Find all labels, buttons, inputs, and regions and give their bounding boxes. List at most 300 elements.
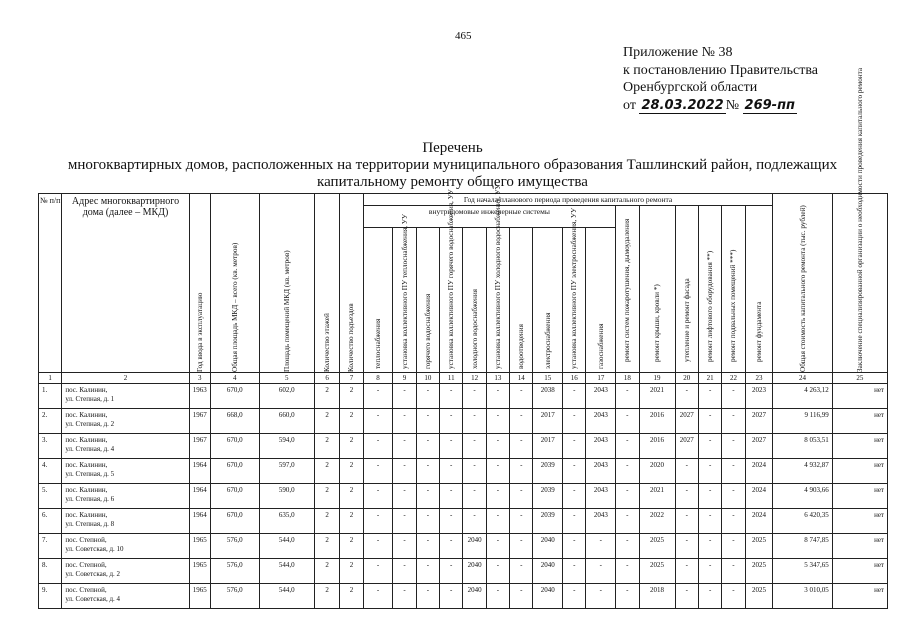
cell-c14: -: [510, 584, 533, 609]
header-entrances: Количество подъездов: [340, 194, 363, 373]
cell-c21: -: [698, 434, 721, 459]
address-cell: [62, 559, 189, 584]
cell-c13: -: [486, 484, 509, 509]
cell-cost: 8 747,85: [773, 534, 832, 559]
cell-c10: -: [416, 484, 439, 509]
page-number: 465: [455, 30, 472, 42]
cell-c12: -: [463, 434, 486, 459]
column-number: 16: [563, 373, 586, 384]
cell-c18: -: [616, 584, 639, 609]
cell-c23: 2025: [745, 584, 773, 609]
column-number: 9: [393, 373, 416, 384]
cell-concl: нет: [832, 484, 887, 509]
header-no: № п/п: [39, 194, 62, 373]
header-basement: ремонт подвальных помещений ***): [722, 206, 745, 373]
cell-c21: -: [698, 509, 721, 534]
appendix-line-1: Приложение № 38: [623, 45, 733, 60]
cell-cost: 9 116,99: [773, 409, 832, 434]
cell-c22: -: [722, 534, 745, 559]
header-facade: утепление и ремонт фасада: [675, 206, 698, 373]
cell-entrances: 2: [340, 509, 363, 534]
address-line-1: пос. Калинин,: [65, 461, 108, 469]
column-number: 3: [189, 373, 210, 384]
table-row: [39, 409, 888, 434]
cell-floors: 2: [314, 384, 339, 409]
cell-c18: -: [616, 509, 639, 534]
cell-c18: -: [616, 559, 639, 584]
cell-c10: -: [416, 584, 439, 609]
cell-c20: 2027: [675, 434, 698, 459]
address-line-2: ул. Степная, д. 1: [65, 395, 115, 403]
cell-concl: нет: [832, 559, 887, 584]
column-number: 2: [62, 373, 189, 384]
cell-entrances: 2: [340, 559, 363, 584]
cell-total: 670,0: [210, 459, 259, 484]
column-number: 21: [698, 373, 721, 384]
cell-c16: -: [563, 534, 586, 559]
cell-total: 668,0: [210, 409, 259, 434]
column-number: 18: [616, 373, 639, 384]
cell-c17: -: [586, 534, 616, 559]
cell-floors: 2: [314, 584, 339, 609]
header-heat-meter: установка коллективного ПУ теплоснабжения, УУ: [393, 228, 416, 373]
cell-c20: 2027: [675, 409, 698, 434]
cell-cost: 3 010,05: [773, 584, 832, 609]
cell-c13: -: [486, 509, 509, 534]
header-premises-area: Площадь помещений МКД (кв. метров): [259, 194, 314, 373]
cell-c17: 2043: [586, 484, 616, 509]
header-conclusion: Заключение специализированной организации о необходимости проведения капитального ремонта: [832, 194, 887, 373]
address-cell: [62, 434, 189, 459]
cell-year: 1967: [189, 409, 210, 434]
cell-premises: 602,0: [259, 384, 314, 409]
cell-year: 1967: [189, 434, 210, 459]
table-row: [39, 384, 888, 409]
cell-c20: -: [675, 484, 698, 509]
header-total-area: Общая площадь МКД – всего (кв. метров): [210, 194, 259, 373]
table-row: [39, 509, 888, 534]
address-line-2: ул. Степная, д. 4: [65, 445, 115, 453]
header-foundation: ремонт фундамента: [745, 206, 773, 373]
cell-floors: 2: [314, 459, 339, 484]
cell-c11: -: [440, 534, 463, 559]
cell-concl: нет: [832, 459, 887, 484]
cell-premises: 544,0: [259, 534, 314, 559]
cell-floors: 2: [314, 434, 339, 459]
cell-c20: -: [675, 559, 698, 584]
address-line-1: пос. Калинин,: [65, 411, 108, 419]
column-number: 24: [773, 373, 832, 384]
cell-no: 4.: [39, 459, 62, 484]
address-line-1: пос. Калинин,: [65, 436, 108, 444]
cell-c23: 2024: [745, 459, 773, 484]
cell-c13: -: [486, 584, 509, 609]
cell-c22: -: [722, 584, 745, 609]
table-row: [39, 459, 888, 484]
cell-c8: -: [363, 434, 393, 459]
cell-c20: -: [675, 534, 698, 559]
title-line-1: Перечень: [422, 140, 483, 156]
header-electricity: электроснабжения: [533, 228, 563, 373]
cell-c12: -: [463, 459, 486, 484]
cell-c22: -: [722, 509, 745, 534]
header-cold-water: холодного водоснабжения: [463, 228, 486, 373]
cell-c8: -: [363, 484, 393, 509]
cell-c21: -: [698, 384, 721, 409]
cell-c17: 2043: [586, 434, 616, 459]
column-number: 5: [259, 373, 314, 384]
cell-no: 7.: [39, 534, 62, 559]
cell-c15: 2039: [533, 459, 563, 484]
cell-c13: -: [486, 534, 509, 559]
address-line-1: пос. Калинин,: [65, 511, 108, 519]
cell-c23: 2024: [745, 484, 773, 509]
cell-c22: -: [722, 384, 745, 409]
table-row: [39, 534, 888, 559]
cell-total: 576,0: [210, 584, 259, 609]
appendix-line-4: [623, 97, 818, 115]
header-address: Адрес многоквартирного дома (далее – МКД): [62, 194, 189, 373]
column-number: 17: [586, 373, 616, 384]
cell-year: 1963: [189, 384, 210, 409]
address-line-2: ул. Степная, д. 5: [65, 470, 115, 478]
header-sewerage: водоотведения: [510, 228, 533, 373]
cell-c16: -: [563, 434, 586, 459]
cell-c9: -: [393, 484, 416, 509]
cell-entrances: 2: [340, 409, 363, 434]
cell-concl: нет: [832, 584, 887, 609]
cell-c16: -: [563, 484, 586, 509]
cell-c9: -: [393, 584, 416, 609]
table-row: [39, 559, 888, 584]
cell-c8: -: [363, 409, 393, 434]
cell-year: 1964: [189, 509, 210, 534]
cell-c12: 2040: [463, 584, 486, 609]
cell-no: 8.: [39, 559, 62, 584]
column-number: 13: [486, 373, 509, 384]
cell-entrances: 2: [340, 484, 363, 509]
appendix-line-3: Оренбургской области: [623, 80, 758, 95]
cell-total: 670,0: [210, 384, 259, 409]
cell-c12: -: [463, 409, 486, 434]
header-planned-period: Год начала планового периода проведения капитального ремонта: [363, 194, 773, 206]
table-row: [39, 434, 888, 459]
cell-c11: -: [440, 409, 463, 434]
column-number: 6: [314, 373, 339, 384]
address-cell: [62, 534, 189, 559]
cell-c8: -: [363, 584, 393, 609]
address-line-2: ул. Степная, д. 2: [65, 420, 115, 428]
cell-c10: -: [416, 559, 439, 584]
cell-year: 1965: [189, 584, 210, 609]
cell-floors: 2: [314, 534, 339, 559]
cell-c9: -: [393, 509, 416, 534]
cell-floors: 2: [314, 509, 339, 534]
address-line-2: ул. Советская, д. 2: [65, 570, 121, 578]
column-number: 7: [340, 373, 363, 384]
cell-c11: -: [440, 384, 463, 409]
cell-concl: нет: [832, 534, 887, 559]
cell-c13: -: [486, 434, 509, 459]
cell-c16: -: [563, 559, 586, 584]
cell-cost: 8 053,51: [773, 434, 832, 459]
title-line-2: многоквартирных домов, расположенных на территории муниципального образования Ташлинский район, подлежащих: [67, 157, 838, 173]
header-hot-water: горячего водоснабжения: [416, 228, 439, 373]
cell-c8: -: [363, 459, 393, 484]
cell-c9: -: [393, 459, 416, 484]
cell-c10: -: [416, 434, 439, 459]
cell-c22: -: [722, 409, 745, 434]
cell-c23: 2025: [745, 559, 773, 584]
cell-no: 3.: [39, 434, 62, 459]
address-cell: [62, 459, 189, 484]
cell-c19: 2018: [639, 584, 675, 609]
header-gas: газоснабжения: [586, 228, 616, 373]
cell-c23: 2025: [745, 534, 773, 559]
cell-c10: -: [416, 509, 439, 534]
cell-premises: 635,0: [259, 509, 314, 534]
column-number: 19: [639, 373, 675, 384]
cell-c23: 2024: [745, 509, 773, 534]
cell-c14: -: [510, 534, 533, 559]
cell-c13: -: [486, 384, 509, 409]
cell-c11: -: [440, 484, 463, 509]
cell-c15: 2040: [533, 534, 563, 559]
column-number: 10: [416, 373, 439, 384]
header-hot-water-meter: установка коллективного ПУ горячего водоснабжения, УУ: [440, 228, 463, 373]
address-line-1: пос. Степной,: [65, 561, 107, 569]
cell-c9: -: [393, 409, 416, 434]
cell-c12: 2040: [463, 559, 486, 584]
address-line-2: ул. Советская, д. 4: [65, 595, 121, 603]
address-line-2: ул. Степная, д. 8: [65, 520, 115, 528]
column-number: 11: [440, 373, 463, 384]
cell-c15: 2038: [533, 384, 563, 409]
cell-year: 1964: [189, 459, 210, 484]
title-line-3: капитальному ремонту общего имущества: [317, 174, 588, 190]
cell-entrances: 2: [340, 459, 363, 484]
cell-floors: 2: [314, 484, 339, 509]
cell-c20: -: [675, 459, 698, 484]
cell-c13: -: [486, 559, 509, 584]
header-total-cost: Общая стоимость капитального ремонта (тыс. рублей): [773, 194, 832, 373]
cell-c23: 2027: [745, 434, 773, 459]
cell-c21: -: [698, 559, 721, 584]
cell-c21: -: [698, 484, 721, 509]
cell-concl: нет: [832, 434, 887, 459]
cell-c14: -: [510, 434, 533, 459]
cell-c21: -: [698, 409, 721, 434]
address-line-1: пос. Калинин,: [65, 386, 108, 394]
address-cell: [62, 384, 189, 409]
cell-entrances: 2: [340, 434, 363, 459]
cell-premises: 544,0: [259, 559, 314, 584]
cell-c13: -: [486, 459, 509, 484]
cell-c8: -: [363, 384, 393, 409]
number-sign: №: [725, 97, 740, 113]
header-floors: Количество этажей: [314, 194, 339, 373]
header-heat-supply: теплоснабжения: [363, 228, 393, 373]
cell-c14: -: [510, 509, 533, 534]
column-numbers-row: [39, 373, 888, 384]
cell-c16: -: [563, 509, 586, 534]
cell-c15: 2039: [533, 509, 563, 534]
cell-no: 1.: [39, 384, 62, 409]
cell-c18: -: [616, 534, 639, 559]
cell-c14: -: [510, 484, 533, 509]
column-number: 1: [39, 373, 62, 384]
cell-c18: -: [616, 384, 639, 409]
cell-c22: -: [722, 484, 745, 509]
column-number: 22: [722, 373, 745, 384]
cell-cost: 4 903,66: [773, 484, 832, 509]
cell-c8: -: [363, 559, 393, 584]
cell-c19: 2025: [639, 559, 675, 584]
cell-c20: -: [675, 584, 698, 609]
cell-entrances: 2: [340, 534, 363, 559]
address-cell: [62, 584, 189, 609]
header-electricity-meter: установка коллективного ПУ электроснабжения, УУ: [563, 228, 586, 373]
table-body: [39, 384, 888, 609]
column-number: 12: [463, 373, 486, 384]
cell-year: 1965: [189, 559, 210, 584]
cell-c21: -: [698, 584, 721, 609]
header-roof: ремонт крыши, кровли *): [639, 206, 675, 373]
cell-c14: -: [510, 559, 533, 584]
cell-c23: 2023: [745, 384, 773, 409]
cell-c19: 2025: [639, 534, 675, 559]
cell-c13: -: [486, 409, 509, 434]
appendix-from: от: [623, 97, 636, 113]
address-cell: [62, 509, 189, 534]
address-line-2: ул. Степная, д. 6: [65, 495, 115, 503]
cell-cost: 4 932,87: [773, 459, 832, 484]
handwritten-date: 28.03.2022: [641, 97, 724, 113]
cell-year: 1965: [189, 534, 210, 559]
cell-c17: 2043: [586, 459, 616, 484]
appendix-block: [623, 44, 818, 114]
cell-c23: 2027: [745, 409, 773, 434]
cell-entrances: 2: [340, 584, 363, 609]
appendix-line-2: к постановлению Правительства: [623, 62, 819, 78]
cell-premises: 594,0: [259, 434, 314, 459]
cell-c10: -: [416, 409, 439, 434]
cell-c12: 2040: [463, 534, 486, 559]
cell-c16: -: [563, 384, 586, 409]
cell-c11: -: [440, 559, 463, 584]
cell-c16: -: [563, 584, 586, 609]
header-engineering-systems: внутридомовые инженерные системы: [363, 206, 616, 228]
cell-c17: 2043: [586, 409, 616, 434]
cell-year: 1964: [189, 484, 210, 509]
cell-c19: 2020: [639, 459, 675, 484]
cell-c10: -: [416, 459, 439, 484]
table-row: [39, 484, 888, 509]
cell-c18: -: [616, 409, 639, 434]
cell-c9: -: [393, 559, 416, 584]
column-number: 23: [745, 373, 773, 384]
cell-concl: нет: [832, 409, 887, 434]
cell-c18: -: [616, 434, 639, 459]
cell-c21: -: [698, 459, 721, 484]
column-number: 25: [832, 373, 887, 384]
header-year: Год ввода в эксплуатацию: [189, 194, 210, 373]
cell-premises: 590,0: [259, 484, 314, 509]
cell-c22: -: [722, 434, 745, 459]
cell-c22: -: [722, 559, 745, 584]
cell-c19: 2021: [639, 484, 675, 509]
document-title: [40, 140, 865, 191]
cell-c11: -: [440, 459, 463, 484]
cell-c18: -: [616, 484, 639, 509]
cell-no: 5.: [39, 484, 62, 509]
cell-c17: -: [586, 584, 616, 609]
column-number: 20: [675, 373, 698, 384]
cell-c19: 2016: [639, 409, 675, 434]
cell-c14: -: [510, 384, 533, 409]
cell-c15: 2040: [533, 584, 563, 609]
address-cell: [62, 409, 189, 434]
cell-c19: 2022: [639, 509, 675, 534]
cell-c14: -: [510, 409, 533, 434]
cell-c20: -: [675, 384, 698, 409]
cell-concl: нет: [832, 509, 887, 534]
column-number: 14: [510, 373, 533, 384]
cell-floors: 2: [314, 559, 339, 584]
cell-c12: -: [463, 384, 486, 409]
column-number: 8: [363, 373, 393, 384]
handwritten-number: 269-пп: [744, 97, 796, 113]
address-line-1: пос. Степной,: [65, 536, 107, 544]
cell-c11: -: [440, 434, 463, 459]
cell-entrances: 2: [340, 384, 363, 409]
cell-c9: -: [393, 384, 416, 409]
address-cell: [62, 484, 189, 509]
cell-c15: 2039: [533, 484, 563, 509]
address-line-1: пос. Калинин,: [65, 486, 108, 494]
cell-total: 670,0: [210, 434, 259, 459]
cell-no: 2.: [39, 409, 62, 434]
cell-c15: 2017: [533, 434, 563, 459]
cell-total: 576,0: [210, 559, 259, 584]
cell-cost: 5 347,65: [773, 559, 832, 584]
cell-total: 576,0: [210, 534, 259, 559]
cell-c11: -: [440, 584, 463, 609]
cell-c11: -: [440, 509, 463, 534]
cell-c9: -: [393, 534, 416, 559]
header-elevator: ремонт лифтового оборудования **): [698, 206, 721, 373]
address-line-1: пос. Степной,: [65, 586, 107, 594]
column-number: 4: [210, 373, 259, 384]
cell-c8: -: [363, 534, 393, 559]
cell-c9: -: [393, 434, 416, 459]
cell-c14: -: [510, 459, 533, 484]
cell-c20: -: [675, 509, 698, 534]
address-line-2: ул. Советская, д. 10: [65, 545, 124, 553]
cell-cost: 6 420,35: [773, 509, 832, 534]
cell-c15: 2017: [533, 409, 563, 434]
header-cold-water-meter: установка коллективного ПУ холодного водоснабжения, УУ: [486, 228, 509, 373]
cell-c16: -: [563, 409, 586, 434]
cell-c16: -: [563, 459, 586, 484]
cell-c22: -: [722, 459, 745, 484]
cell-no: 9.: [39, 584, 62, 609]
cell-c17: 2043: [586, 384, 616, 409]
cell-c21: -: [698, 534, 721, 559]
cell-premises: 544,0: [259, 584, 314, 609]
cell-concl: нет: [832, 384, 887, 409]
cell-premises: 597,0: [259, 459, 314, 484]
